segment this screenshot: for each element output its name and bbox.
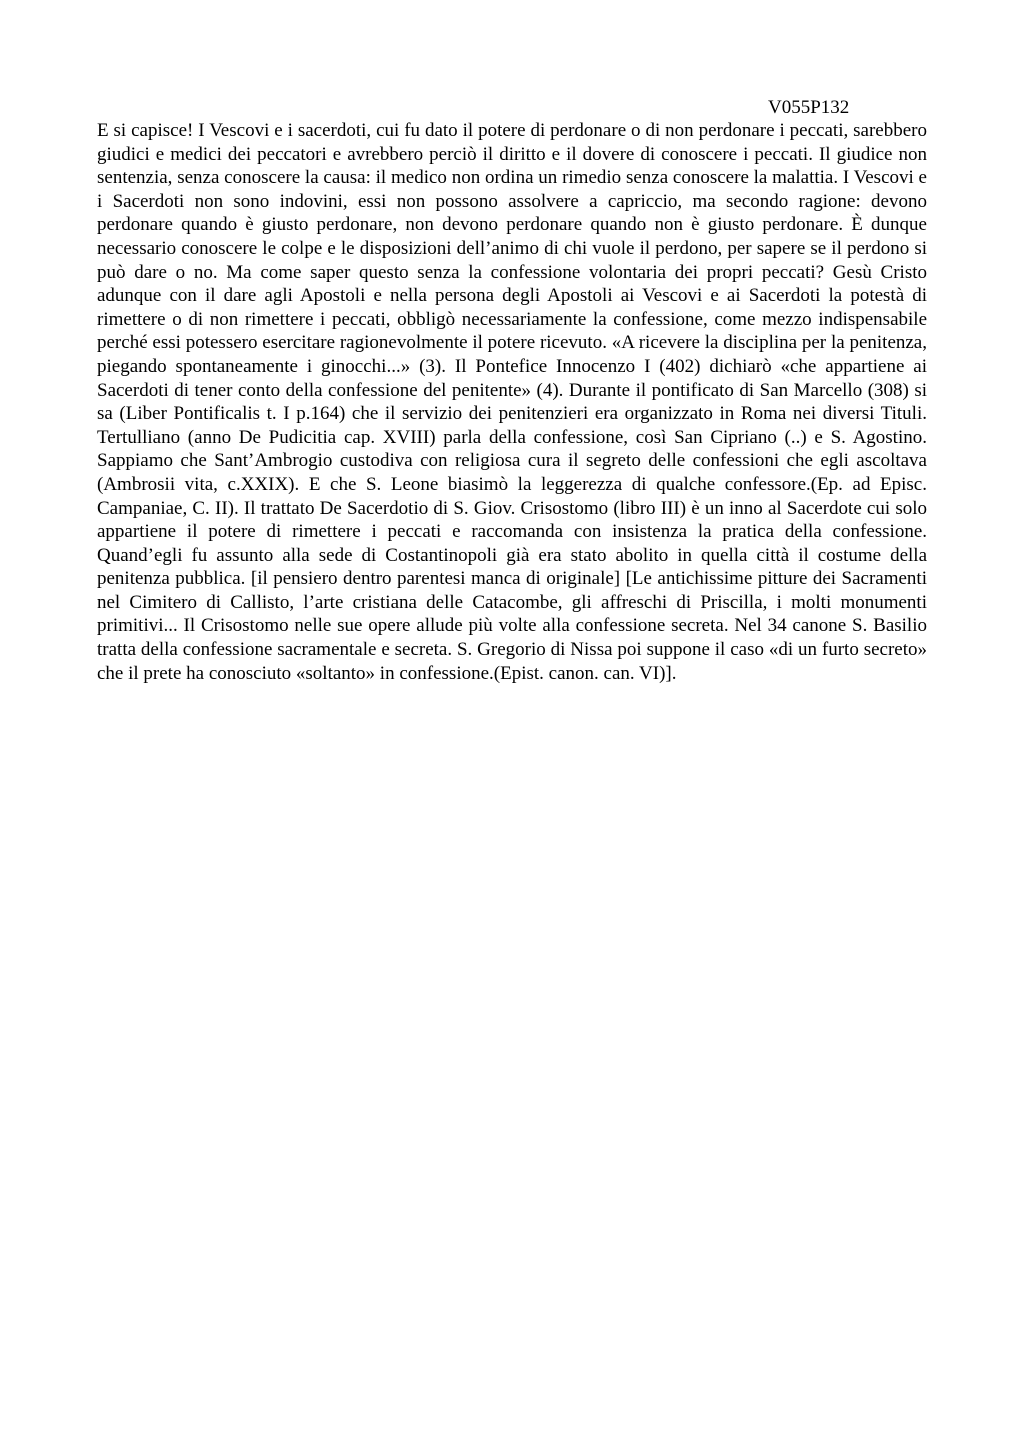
- page-code: V055P132: [768, 97, 850, 118]
- body-paragraph: E si capisce! I Vescovi e i sacerdoti, cui fu dato il potere di perdonare o di non perdonare i peccati, sarebbero giudici e medici dei peccatori e avrebbero perciò il diritto e il dovere di conoscere i peccati. Il giudice non sentenzia, senza conoscere la causa: il medico non ordina un rimedio senza conoscere la malattia. I Vescovi e i Sacerdoti non sono indovini, essi non possono assolvere a capriccio, ma secondo ragione: devono perdonare quando è giusto perdonare, non devono perdonare quando non è giusto perdonare. È dunque necessario conoscere le colpe e le disposizioni dell’animo di chi vuole il perdono, per sapere se il perdono si può dare o no. Ma come saper questo senza la confessione volontaria dei propri peccati? Gesù Cristo adunque con il dare agli Apostoli e nella persona degli Apostoli ai Vescovi e ai Sacerdoti la potestà di rimettere o di non rimettere i peccati, obbligò necessariamente la confessione, come mezzo indispensabile perché essi potessero esercitare ragionevolmente il potere ricevuto. «A ricevere la disciplina per la penitenza, piegando spontaneamente i ginocchi...» (3). Il Pontefice Innocenzo I (402) dichiarò «che appartiene ai Sacerdoti di tener conto della confessione del penitente» (4). Durante il pontificato di San Marcello (308) si sa (Liber Pontificalis t. I p.164) che il servizio dei penitenzieri era organizzato in Roma nei diversi Tituli. Tertulliano (anno De Pudicitia cap. XVIII) parla della confessione, così San Cipriano (..) e S. Agostino. Sappiamo che Sant’Ambrogio custodiva con religiosa cura il segreto delle confessioni che egli ascoltava (Ambrosii vita, c.XXIX). E che S. Leone biasimò la leggerezza di qualche confessore.(Ep. ad Episc. Campaniae, C. II). Il trattato De Sacerdotio di S. Giov. Crisostomo (libro III) è un inno al Sacerdote cui solo appartiene il potere di rimettere i peccati e raccomanda con insistenza la pratica della confessione. Quand’egli fu assunto alla sede di Costantinopoli già era stato abolito in quella città il costume della penitenza pubblica. [il pensiero dentro parentesi manca di originale] [Le antichissime pitture dei Sacramenti nel Cimitero di Callisto, l’arte cristiana delle Catacombe, gli affreschi di Priscilla, i molti monumenti primitivi... Il Crisostomo nelle sue opere allude più volte alla confessione secreta. Nel 34 canone S. Basilio tratta della confessione sacramentale e secreta. S. Gregorio di Nissa poi suppone il caso «di un furto secreto» che il prete ha conosciuto «soltanto» in confessione.(Epist. canon. can. VI)].: [97, 120, 927, 684]
